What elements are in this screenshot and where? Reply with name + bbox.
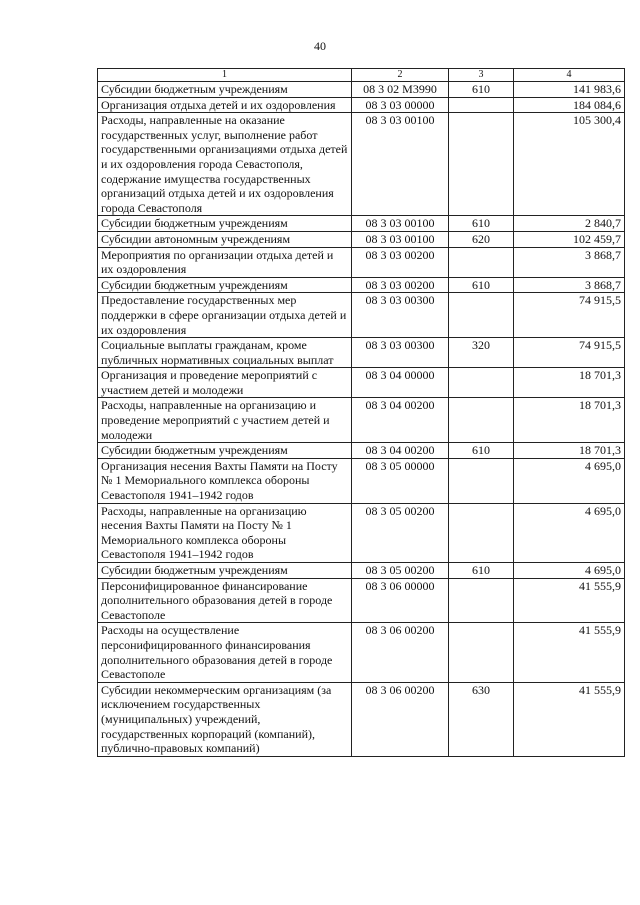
table-row	[98, 293, 625, 338]
row-code: 08 3 04 00200	[352, 443, 449, 459]
row-amount: 3 868,7	[514, 247, 625, 277]
table-row	[98, 277, 625, 293]
header-row	[98, 69, 625, 82]
row-name: Субсидии бюджетным учреждениям	[98, 82, 352, 98]
row-type: 610	[449, 443, 514, 459]
column-header-amount: 4	[514, 69, 625, 82]
row-name: Субсидии бюджетным учреждениям	[98, 563, 352, 579]
row-amount: 2 840,7	[514, 216, 625, 232]
table-row	[98, 398, 625, 443]
row-code: 08 3 05 00200	[352, 503, 449, 562]
budget-table	[97, 68, 625, 757]
row-code: 08 3 04 00000	[352, 368, 449, 398]
row-code: 08 3 03 00200	[352, 277, 449, 293]
row-amount: 18 701,3	[514, 398, 625, 443]
row-name: Организация отдыха детей и их оздоровления	[98, 97, 352, 113]
row-name: Субсидии автономным учреждениям	[98, 231, 352, 247]
row-type	[449, 503, 514, 562]
row-type	[449, 113, 514, 216]
row-name: Организация несения Вахты Памяти на Посту № 1 Мемориального комплекса обороны Севастополя 1941–1942 годов	[98, 458, 352, 503]
row-amount: 141 983,6	[514, 82, 625, 98]
column-header-name: 1	[98, 69, 352, 82]
table-row	[98, 578, 625, 623]
row-amount: 74 915,5	[514, 338, 625, 368]
row-type	[449, 368, 514, 398]
table-row	[98, 231, 625, 247]
row-amount: 4 695,0	[514, 563, 625, 579]
table-row	[98, 503, 625, 562]
row-name: Субсидии бюджетным учреждениям	[98, 216, 352, 232]
table-row	[98, 338, 625, 368]
row-name: Субсидии бюджетным учреждениям	[98, 443, 352, 459]
column-header-type: 3	[449, 69, 514, 82]
row-amount: 102 459,7	[514, 231, 625, 247]
row-name: Расходы на осуществление персонифицированного финансирования дополнительного образования детей в городе Севастополе	[98, 623, 352, 682]
row-type: 610	[449, 216, 514, 232]
row-code: 08 3 03 00300	[352, 293, 449, 338]
row-code: 08 3 03 00000	[352, 97, 449, 113]
row-name: Субсидии бюджетным учреждениям	[98, 277, 352, 293]
row-amount: 18 701,3	[514, 368, 625, 398]
row-type	[449, 623, 514, 682]
row-type: 610	[449, 82, 514, 98]
row-name: Расходы, направленные на организацию несения Вахты Памяти на Посту № 1 Мемориального комплекса обороны Севастополя 1941–1942 годов	[98, 503, 352, 562]
row-amount: 41 555,9	[514, 623, 625, 682]
column-header-code: 2	[352, 69, 449, 82]
row-code: 08 3 02 М3990	[352, 82, 449, 98]
row-name: Социальные выплаты гражданам, кроме публичных нормативных социальных выплат	[98, 338, 352, 368]
row-amount: 41 555,9	[514, 682, 625, 756]
row-code: 08 3 05 00000	[352, 458, 449, 503]
row-amount: 105 300,4	[514, 113, 625, 216]
row-type: 620	[449, 231, 514, 247]
table-row	[98, 97, 625, 113]
table-row	[98, 216, 625, 232]
row-amount: 3 868,7	[514, 277, 625, 293]
table-row	[98, 623, 625, 682]
table-row	[98, 113, 625, 216]
row-name: Организация и проведение мероприятий с участием детей и молодежи	[98, 368, 352, 398]
row-name: Предоставление государственных мер поддержки в сфере организации отдыха детей и их оздоровления	[98, 293, 352, 338]
row-type: 320	[449, 338, 514, 368]
row-name: Персонифицированное финансирование дополнительного образования детей в городе Севастополе	[98, 578, 352, 623]
row-code: 08 3 05 00200	[352, 563, 449, 579]
row-code: 08 3 06 00200	[352, 682, 449, 756]
row-amount: 74 915,5	[514, 293, 625, 338]
row-amount: 184 084,6	[514, 97, 625, 113]
row-amount: 18 701,3	[514, 443, 625, 459]
row-code: 08 3 03 00100	[352, 216, 449, 232]
row-amount: 41 555,9	[514, 578, 625, 623]
table-row	[98, 682, 625, 756]
table-row	[98, 563, 625, 579]
row-type	[449, 293, 514, 338]
row-type: 610	[449, 277, 514, 293]
table-row	[98, 82, 625, 98]
row-type	[449, 578, 514, 623]
table-row	[98, 458, 625, 503]
row-code: 08 3 03 00100	[352, 113, 449, 216]
row-code: 08 3 04 00200	[352, 398, 449, 443]
row-name: Субсидии некоммерческим организациям (за исключением государственных (муниципальных) учреждений, государственных корпораций (компаний), публично-правовых компаний)	[98, 682, 352, 756]
row-name: Расходы, направленные на оказание государственных услуг, выполнение работ государственными организациями отдыха детей и их оздоровления города Севастополя, содержание имущества государственных организаций отдыха детей и их оздоровления города Севастополя	[98, 113, 352, 216]
table-row	[98, 247, 625, 277]
table-row	[98, 368, 625, 398]
row-type	[449, 97, 514, 113]
page-number: 40	[314, 39, 326, 53]
row-code: 08 3 06 00000	[352, 578, 449, 623]
row-name: Расходы, направленные на организацию и проведение мероприятий с участием детей и молодежи	[98, 398, 352, 443]
row-type: 630	[449, 682, 514, 756]
row-type	[449, 458, 514, 503]
row-code: 08 3 06 00200	[352, 623, 449, 682]
row-code: 08 3 03 00100	[352, 231, 449, 247]
row-amount: 4 695,0	[514, 503, 625, 562]
row-code: 08 3 03 00300	[352, 338, 449, 368]
row-type	[449, 398, 514, 443]
table-row	[98, 443, 625, 459]
row-code: 08 3 03 00200	[352, 247, 449, 277]
row-amount: 4 695,0	[514, 458, 625, 503]
row-name: Мероприятия по организации отдыха детей и их оздоровления	[98, 247, 352, 277]
row-type: 610	[449, 563, 514, 579]
row-type	[449, 247, 514, 277]
